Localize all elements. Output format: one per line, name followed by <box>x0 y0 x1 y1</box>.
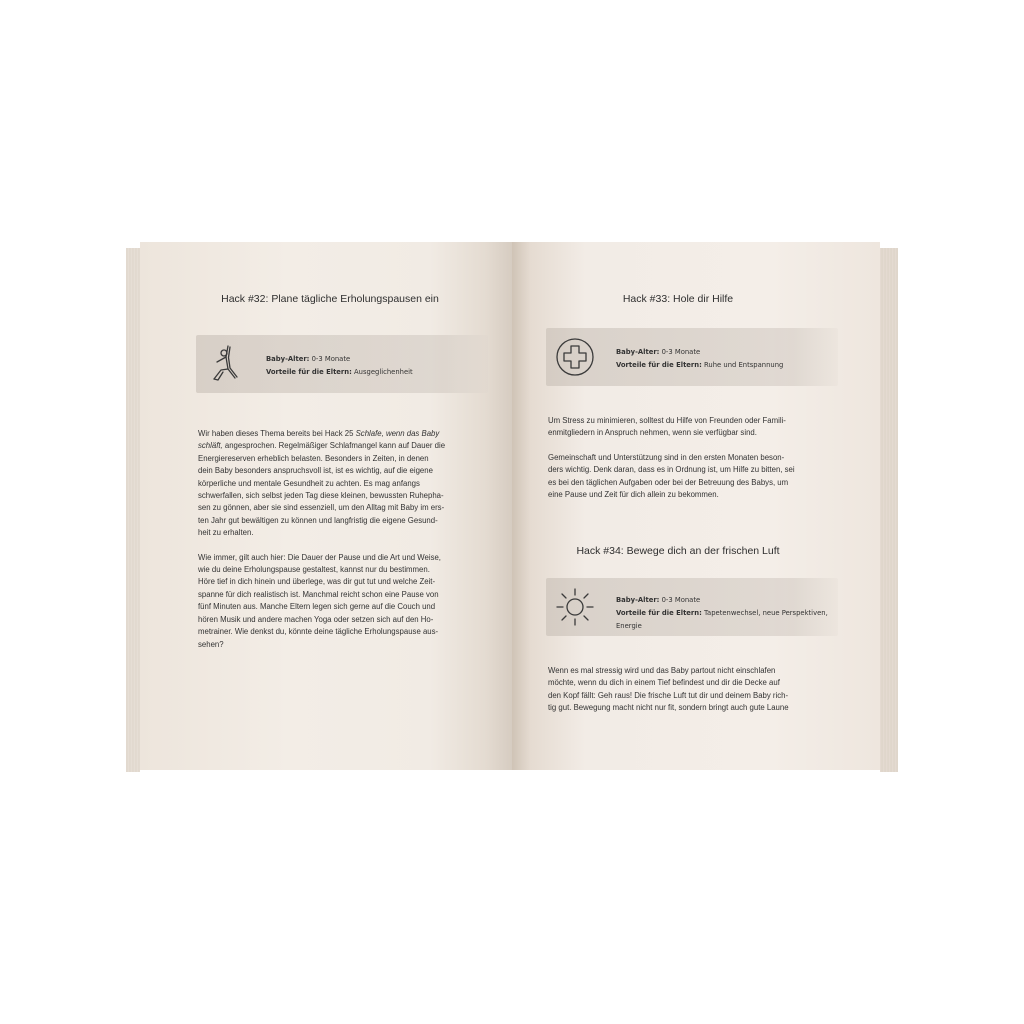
age-value: 0-3 Monate <box>661 596 701 604</box>
benefit-value: Tapetenwechsel, neue Perspektiven, <box>704 609 828 617</box>
benefit-value: Ruhe und Entspannung <box>704 361 784 369</box>
benefit-label: Vorteile für die Eltern: <box>266 368 352 376</box>
age-label: Baby-Alter: <box>616 596 660 604</box>
left-page <box>140 242 512 770</box>
benefit-value: Ausgeglichenheit <box>354 368 413 376</box>
paragraph: Gemeinschaft und Unterstützung sind in den ersten Monaten beson- ders wichtig. Denk daran, dass es in Ordnung ist, um Hilfe zu bitten, sei es bei den täglichen Aufgaben oder bei der Betreuung des Babys, um eine Pause und Zeit für dich allein zu bekommen. <box>548 452 795 500</box>
age-value: 0-3 Monate <box>661 348 701 356</box>
medical-cross-icon <box>554 336 596 378</box>
hack-32-heading: Hack #32: Plane tägliche Erholungspausen ein <box>221 293 439 305</box>
benefit-label: Vorteile für die Eltern: <box>616 361 702 369</box>
age-label: Baby-Alter: <box>266 355 310 363</box>
hack-33-info-box <box>546 328 838 386</box>
paragraph: Wir haben dieses Thema bereits bei Hack 25 Schlafe, wenn das Baby schläft, angesprochen. Regelmäßiger Schlafmangel kann auf Dauer die Energiereserven erheblich belasten. Besonders in Zeiten, in denen dein Baby besonders anspruchsvoll ist, ist es wichtig, auf die eigene körperliche und mentale Gesundheit zu achten. Es mag anfangs schwerfallen, sich selbst jeden Tag diese kleinen, bewussten Ruhepha- sen zu gönnen, aber sie sind essenziell, um den Alltag mit Baby im ers- ten Jahr gut bewältigen zu können und langfristig die eigene Gesund- heit zu erhalten. <box>198 429 446 538</box>
hack-32-info-box <box>196 335 488 393</box>
paragraph: Wenn es mal stressig wird und das Baby partout nicht einschlafen möchte, wenn du dich in einem Tief befindest und dir die Decke auf den Kopf fällt: Geh raus! Die frische Luft tut dir und deinem Baby rich- tig gut. Bewegung macht nicht nur fit, sondern bringt auch gute Laune <box>548 666 789 713</box>
benefit-value-continued: Energie <box>616 622 642 630</box>
hack-34-info-box <box>546 578 838 636</box>
paragraph: Wie immer, gilt auch hier: Die Dauer der Pause und die Art und Weise, wie du deine Erholungspause gestaltest, kannst nur du bestimmen. Höre tief in dich hinein und überlege, was dir gut tut und welche Zeit- spanne für dich realistisch ist. Manchmal reicht schon eine Pause von fünf Minuten aus. Manche Eltern legen sich gerne auf die Couch und hören Musik und andere machen Yoga oder setzen sich auf den Ho- metrainer. Wie denkst du, könnte deine tägliche Erholungspause aus- sehen? <box>198 552 441 649</box>
hack-32-body <box>198 428 488 663</box>
right-page <box>512 242 880 770</box>
hack-34-heading: Hack #34: Bewege dich an der frischen Luft <box>576 545 780 557</box>
paragraph: Um Stress zu minimieren, solltest du Hilfe von Freunden oder Famili- enmitgliedern in Anspruch nehmen, wenn sie verfügbar sind. <box>548 416 786 438</box>
age-label: Baby-Alter: <box>616 348 660 356</box>
hack-33-heading: Hack #33: Hole dir Hilfe <box>622 293 734 305</box>
hack-33-body <box>548 415 836 513</box>
page-stack-right <box>880 248 898 772</box>
yoga-pose-icon <box>204 343 246 385</box>
sun-icon <box>554 586 596 628</box>
age-value: 0-3 Monate <box>311 355 351 363</box>
page-stack-left <box>126 248 140 772</box>
benefit-label: Vorteile für die Eltern: <box>616 609 702 617</box>
hack-34-body <box>548 665 836 727</box>
open-book <box>126 240 898 772</box>
